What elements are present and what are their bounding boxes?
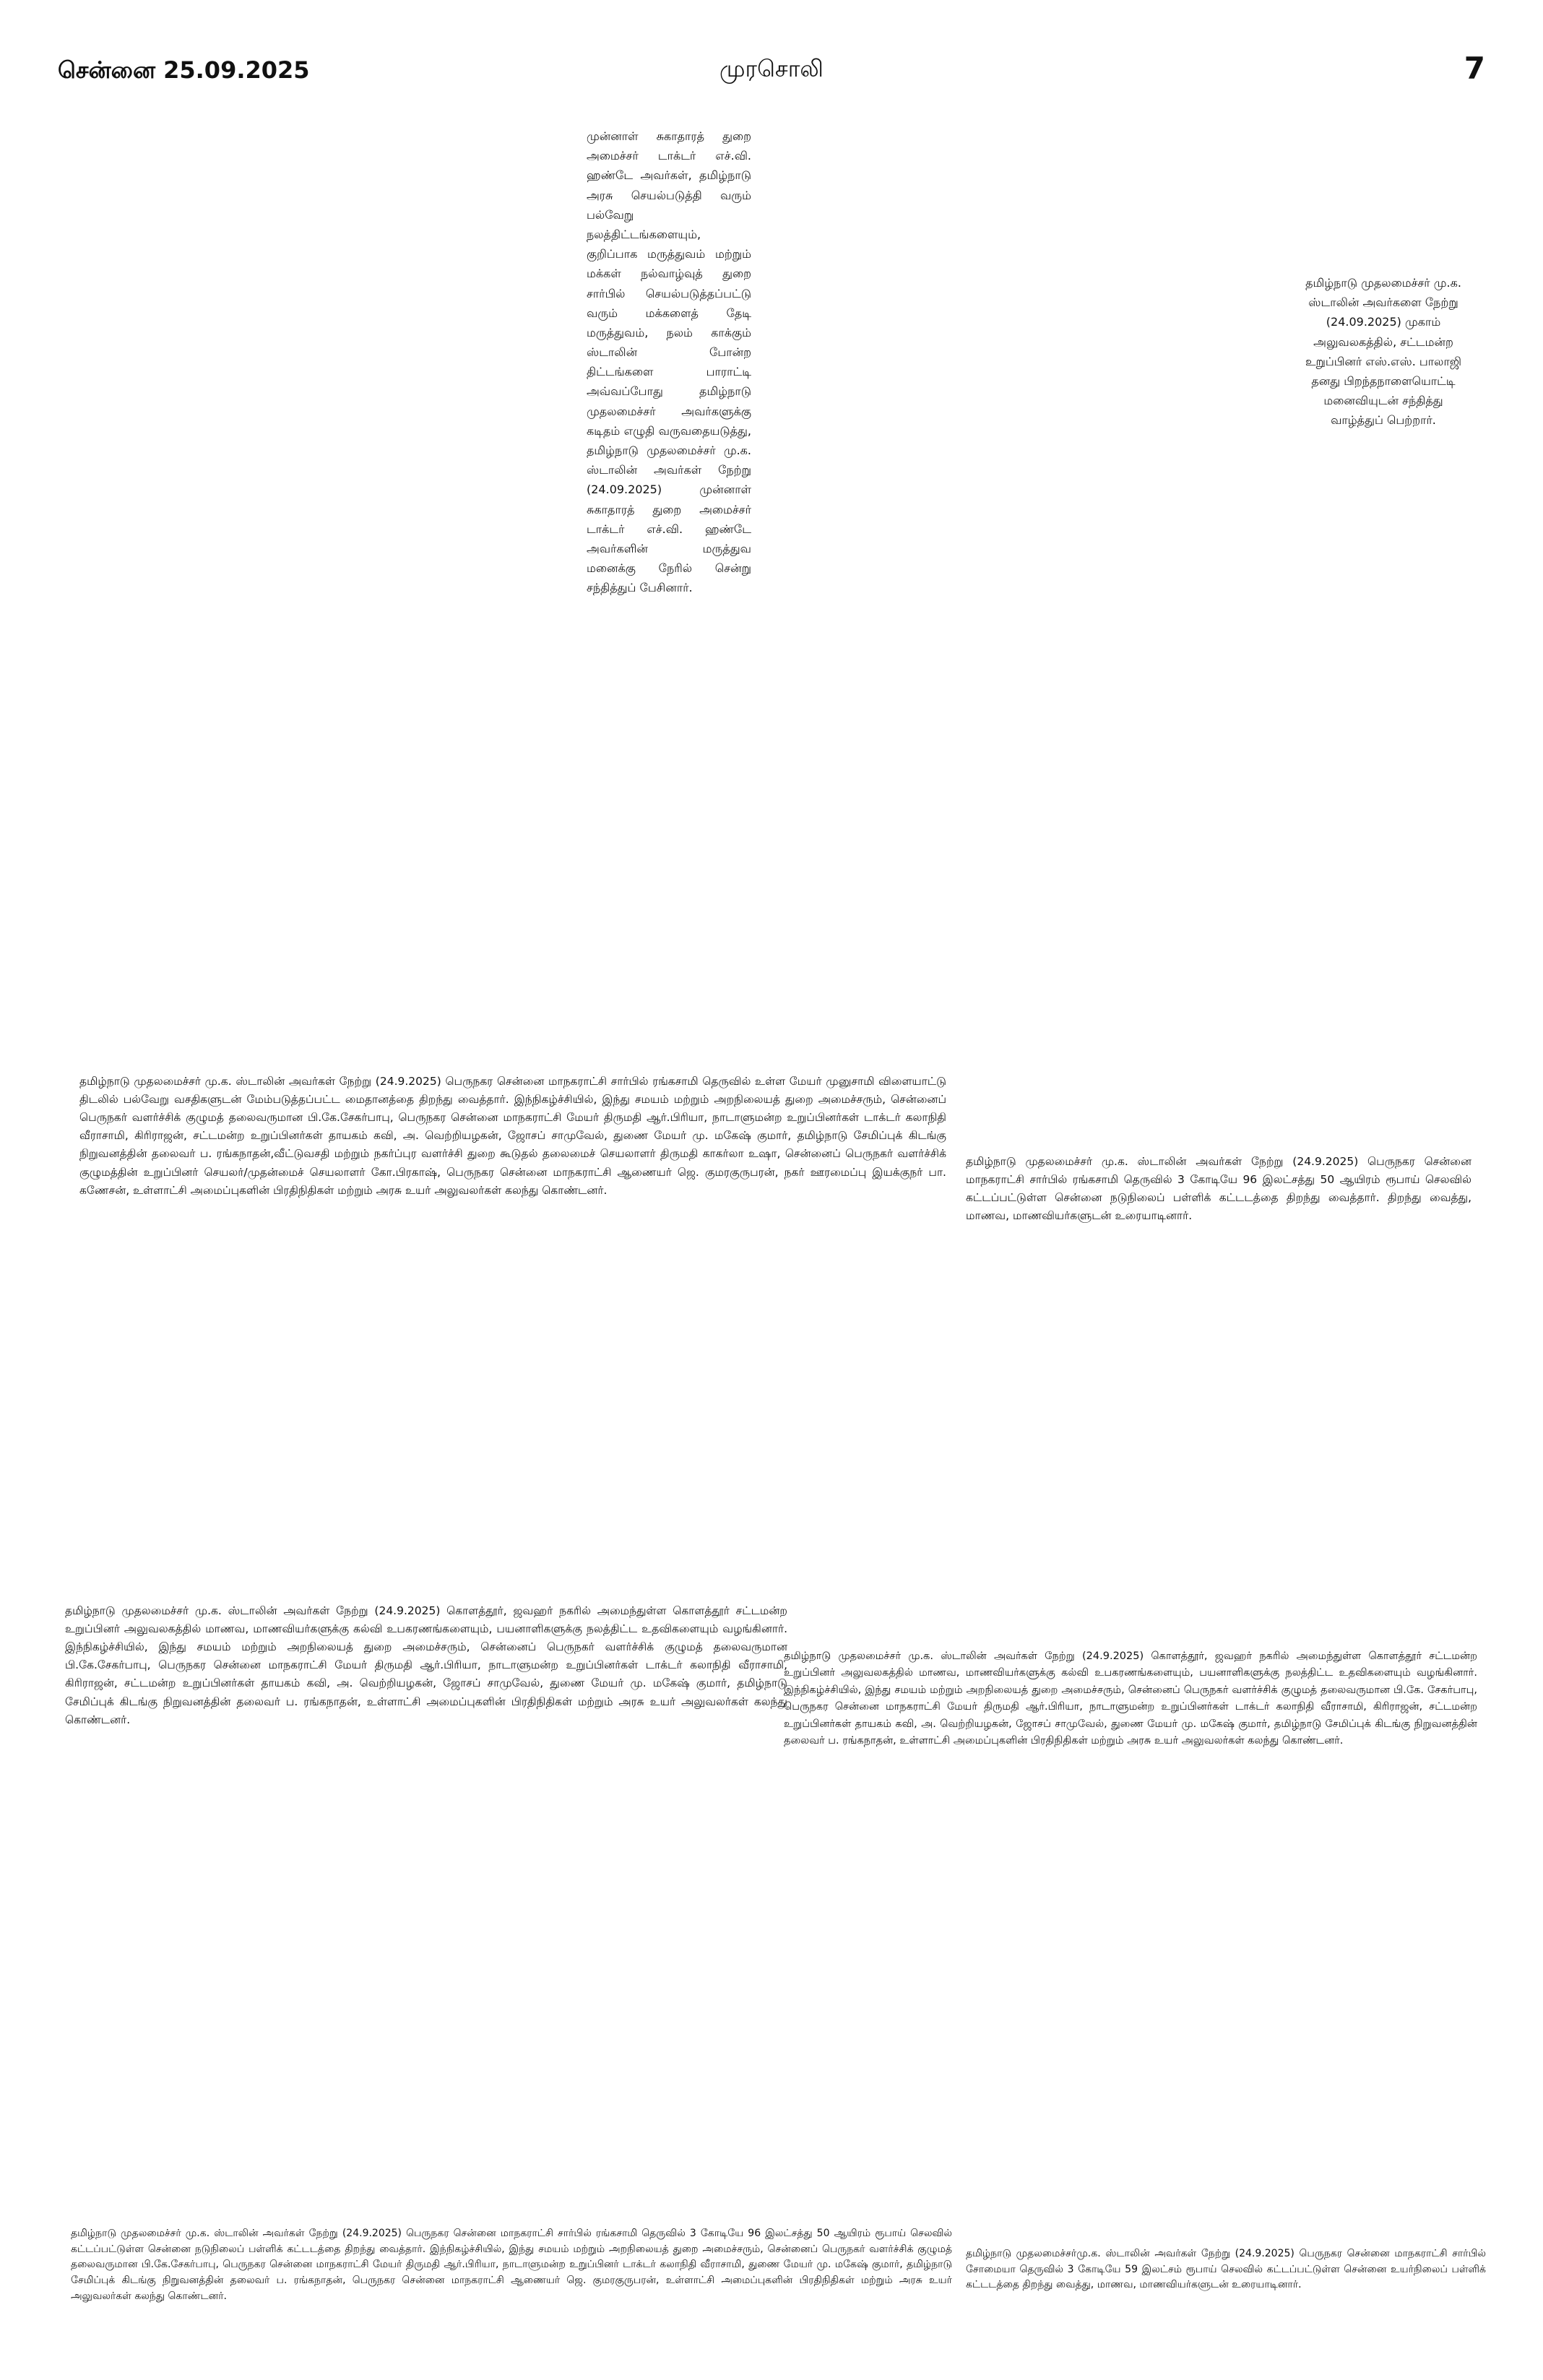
caption-hande-visit: முன்னாள் சுகாதாரத் துறை அமைச்சர் டாக்டர் எச்.வி. ஹண்டே அவர்கள், தமிழ்நாடு அரசு செயல்படுத்தி வரும் பல்வேறு நலத்திட்டங்களையும், குறிப்பாக மருத்துவம் மற்றும் மக்கள் நல்வாழ்வுத் துறை சார்பில் செயல்படுத்தப்பட்டு வரும் மக்களைத் தேடி மருத்துவம், நலம் காக்கும் ஸ்டாலின் போன்ற திட்டங்களை பாராட்டி அவ்வப்போது தமிழ்நாடு முதலமைச்சர் அவர்களுக்கு கடிதம் எழுதி வருவதையடுத்து, தமிழ்நாடு முதலமைச்சர் மு.க. ஸ்டாலின் அவர்கள் நேற்று (24.09.2025) முன்னாள் சுகாதாரத் துறை அமைச்சர் டாக்டர் எச்.வி. ஹண்டே அவர்களின் மருத்துவ மனைக்கு நேரில் சென்று சந்தித்துப் பேசினார்.	[587, 129, 751, 595]
caption-school-building-event: தமிழ்நாடு முதலமைச்சர் மு.க. ஸ்டாலின் அவர்கள் நேற்று (24.9.2025) பெருநகர சென்னை மாநகராட்சி சார்பில் ரங்கசாமி தெருவில் 3 கோடியே 96 இலட்சத்து 50 ஆயிரம் ரூபாய் செலவில் கட்டப்பட்டுள்ள சென்னை நடுநிலைப் பள்ளிக் கட்டடத்தை திறந்து வைத்தார். இந்நிகழ்ச்சியில், இந்து சமயம் மற்றும் அறநிலையத் துறை அமைச்சரும், சென்னைப் பெருநகர் வளர்ச்சிக் குழுமத் தலைவருமான பி.கே.சேகர்பாபு, பெருநகர சென்னை மாநகராட்சி மேயர் திருமதி ஆர்.பிரியா, நாடாளுமன்ற உறுப்பினர் டாக்டர் கலாநிதி வீராசாமி, துணை மேயர் மு. மகேஷ் குமார், தமிழ்நாடு சேமிப்புக் கிடங்கு நிறுவனத்தின் தலைவர் ப. ரங்கநாதன், பெருநகர சென்னை மாநகராட்சி ஆணையர் ஜெ. குமரகுருபரன், உள்ளாட்சி அமைப்புகளின் பிரதிநிதிகள் மற்றும் அரசு உயர் அலுவலர்கள் கலந்து கொண்டனர்.	[71, 2228, 952, 2302]
caption-kolathur-welfare-2: தமிழ்நாடு முதலமைச்சர் மு.க. ஸ்டாலின் அவர்கள் நேற்று (24.9.2025) கொளத்தூர், ஜவஹர் நகரில் அமைந்துள்ள கொளத்தூர் சட்டமன்ற உறுப்பினர் அலுவலகத்தில் மாணவ, மாணவியர்களுக்கு கல்வி உபகரணங்களையும், பயனாளிகளுக்கு நலத்திட்ட உதவிகளையும் வழங்கினார். இந்நிகழ்ச்சியில், இந்து சமயம் மற்றும் அறநிலையத் துறை அமைச்சரும், சென்னைப் பெருநகர் வளர்ச்சிக் குழுமத் தலைவருமான பி.கே. சேகர்பாபு, பெருநகர சென்னை மாநகராட்சி மேயர் திருமதி ஆர்.பிரியா, நாடாளுமன்ற உறுப்பினர்கள் டாக்டர் கலாநிதி வீராசாமி, கிரிராஜன், சட்டமன்ற உறுப்பினர்கள் தாயகம் கவி, அ. வெற்றியழகன், ஜோசப் சாமுவேல், துணை மேயர் மு. மகேஷ் குமார், தமிழ்நாடு சேமிப்புக் கிடங்கு நிறுவனத்தின் தலைவர் ப. ரங்கநாதன், உள்ளாட்சி அமைப்புகளின் பிரதிநிதிகள் மற்றும் அரசு உயர் அலுவலர்கள் கலந்து கொண்டனர்.	[784, 1650, 1477, 1747]
caption-high-school-opening: தமிழ்நாடு முதலமைச்சர்மு.க. ஸ்டாலின் அவர்கள் நேற்று (24.9.2025) பெருநகர சென்னை மாநகராட்சி சார்பில் சோமையா தெருவில் 3 கோடியே 59 இலட்சம் ரூபாய் செலவில் கட்டப்பட்டுள்ள சென்னை உயர்நிலைப் பள்ளிக் கட்டடத்தை திறந்து வைத்து, மாணவ, மாணவியர்களுடன் உரையாடினார்.	[966, 2248, 1486, 2291]
caption-kolathur-welfare-1: தமிழ்நாடு முதலமைச்சர் மு.க. ஸ்டாலின் அவர்கள் நேற்று (24.9.2025) கொளத்தூர், ஜவஹர் நகரில் அமைந்துள்ள கொளத்தூர் சட்டமன்ற உறுப்பினர் அலுவலகத்தில் மாணவ, மாணவியர்களுக்கு கல்வி உபகரணங்களையும், பயனாளிகளுக்கு நலத்திட்ட உதவிகளையும் வழங்கினார். இந்நிகழ்ச்சியில், இந்து சமயம் மற்றும் அறநிலையத் துறை அமைச்சரும், சென்னைப் பெருநகர் வளர்ச்சிக் குழுமத் தலைவருமான பி.கே.சேகர்பாபு, பெருநகர சென்னை மாநகராட்சி மேயர் திருமதி ஆர்.பிரியா, நாடாளுமன்ற உறுப்பினர்கள் டாக்டர் கலாநிதி வீராசாமி, கிரிராஜன், சட்டமன்ற உறுப்பினர்கள் தாயகம் கவி, அ. வெற்றியழகன், ஜோசப் சாமுவேல், துணை மேயர் மு. மகேஷ் குமார், தமிழ்நாடு சேமிப்புக் கிடங்கு நிறுவனத்தின் தலைவர் ப. ரங்கநாதன், உள்ளாட்சி அமைப்புகளின் பிரதிநிதிகள் மற்றும் அரசு உயர் அலுவலர்கள் கலந்து கொண்டனர்.	[65, 1604, 787, 1726]
page-number: 7	[1464, 51, 1485, 86]
caption-balaji-birthday: தமிழ்நாடு முதலமைச்சர் மு.க. ஸ்டாலின் அவர்களை நேற்று (24.09.2025) முகாம் அலுவலகத்தில், சட்டமன்ற உறுப்பினர் எஸ்.எஸ். பாலாஜி தனது பிறந்தநாளையொட்டி மனைவியுடன் சந்தித்து வாழ்த்துப் பெற்றார்.	[1305, 276, 1462, 428]
masthead: முரசொலி	[719, 55, 824, 82]
date-line: சென்னை 25.09.2025	[58, 56, 310, 84]
caption-playground-opening: தமிழ்நாடு முதலமைச்சர் மு.க. ஸ்டாலின் அவர்கள் நேற்று (24.9.2025) பெருநகர சென்னை மாநகராட்சி சார்பில் ரங்கசாமி தெருவில் உள்ள மேயர் முனுசாமி விளையாட்டு திடலில் பல்வேறு வசதிகளுடன் மேம்படுத்தப்பட்ட மைதானத்தை திறந்து வைத்தார். இந்நிகழ்ச்சியில், இந்து சமயம் மற்றும் அறநிலையத் துறை அமைச்சரும், சென்னைப் பெருநகர் வளர்ச்சிக் குழுமத் தலைவருமான பி.கே.சேகர்பாபு, பெருநகர சென்னை மாநகராட்சி மேயர் திருமதி ஆர்.பிரியா, நாடாளுமன்ற உறுப்பினர்கள் டாக்டர் கலாநிதி வீராசாமி, கிரிராஜன், சட்டமன்ற உறுப்பினர்கள் தாயகம் கவி, அ. வெற்றியழகன், ஜோசப் சாமுவேல், துணை மேயர் மு. மகேஷ் குமார், தமிழ்நாடு சேமிப்புக் கிடங்கு நிறுவனத்தின் தலைவர் ப. ரங்கநாதன்,வீட்டுவசதி மற்றும் நகர்ப்புர வளர்ச்சி துறை கூடுதல் தலைமைச் செயலாளர் திருமதி காகர்லா உஷா, சென்னைப் பெருநகர் வளர்ச்சிக் குழுமத்தின் உறுப்பினர் செயலர்/முதன்மைச் செயலாளர் கோ.பிரகாஷ், பெருநகர சென்னை மாநகராட்சி ஆணையர் ஜெ. குமரகுருபரன், நகர் ஊரமைப்பு இயக்குநர் பா. கணேசன், உள்ளாட்சி அமைப்புகளின் பிரதிநிதிகள் மற்றும் அரசு உயர் அலுவலர்கள் கலந்து கொண்டனர்.	[79, 1075, 946, 1197]
caption-middle-school-opening: தமிழ்நாடு முதலமைச்சர் மு.க. ஸ்டாலின் அவர்கள் நேற்று (24.9.2025) பெருநகர சென்னை மாநகராட்சி சார்பில் ரங்கசாமி தெருவில் 3 கோடியே 96 இலட்சத்து 50 ஆயிரம் ரூபாய் செலவில் கட்டப்பட்டுள்ள சென்னை நடுநிலைப் பள்ளிக் கட்டடத்தை திறந்து வைத்தார். திறந்து வைத்து, மாணவ, மாணவியர்களுடன் உரையாடினார்.	[966, 1155, 1471, 1223]
